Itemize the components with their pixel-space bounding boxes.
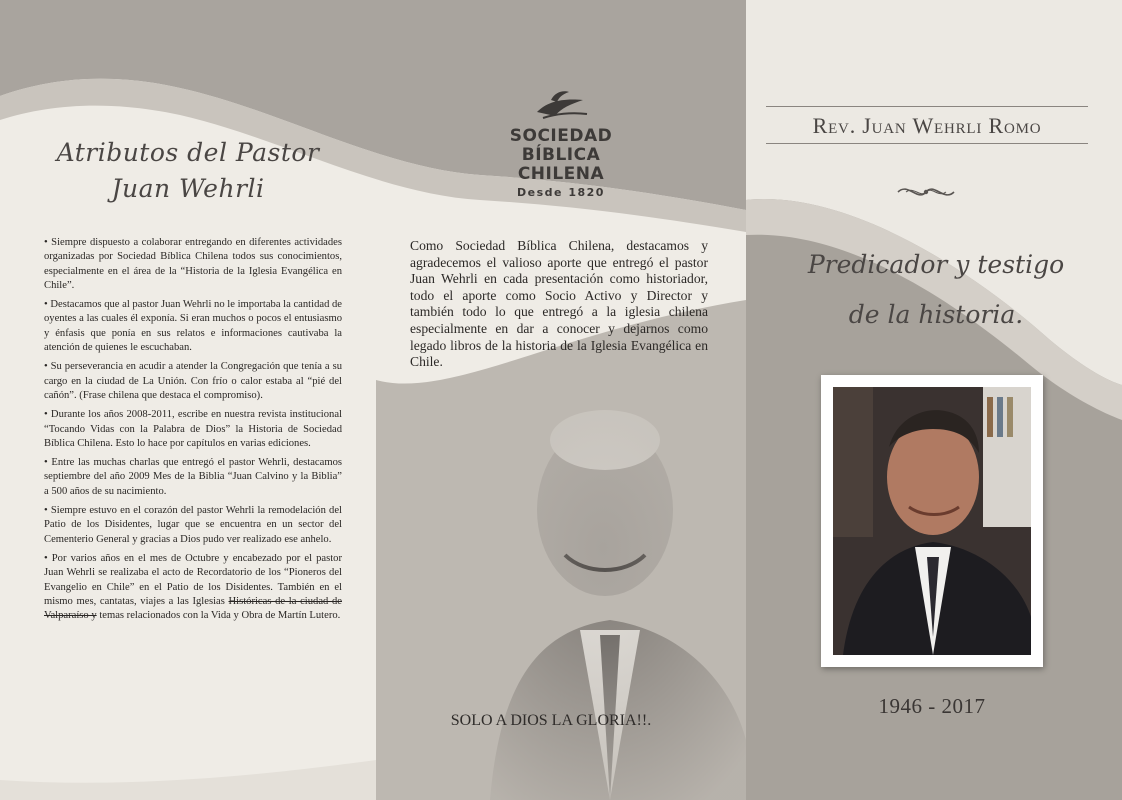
flourish-ornament-icon bbox=[896, 180, 956, 204]
bullet-4: • Durante los años 2008-2011, escribe en nuestra revista institucional “Tocando Vidas con la Palabra de Dios” la Historia de Sociedad Bíblica Chilena. Esto lo hace por capítulos en varias ediciones. bbox=[44, 409, 342, 449]
left-title-line1: Atributos del Pastor bbox=[56, 138, 320, 167]
logo-line-2: BÍBLICA bbox=[521, 145, 601, 165]
bullet-2: • Destacamos que al pastor Juan Wehrli no le importaba la cantidad de oyentes a las cuales él exponía. Si eran muchos o pocos el entusiasmo y énfasis que ponía en sus relatos e informaciones cautivaba la atención de quienes le escuchaban. bbox=[44, 299, 343, 354]
bullet-6: • Siempre estuvo en el corazón del pastor Wehrli la remodelación del Patio de los Disidentes, lugar que se encuentra en un sector del Cementerio General y gracias a Dios pudo ver realizado ese anhelo. bbox=[44, 505, 342, 545]
tagline bbox=[766, 240, 1106, 340]
life-years: 1946 - 2017 bbox=[878, 694, 986, 718]
bw-portrait-photo bbox=[460, 380, 746, 800]
tagline-line1: Predicador y testigo bbox=[807, 250, 1065, 279]
bullet-3: • Su perseverancia en acudir a atender la Congregación que tenía a su cargo en la ciudad de La Unión. Con frío o calor estaba al “pié del cañón”. (Frase chilena que destaca el compromiso). bbox=[44, 361, 342, 401]
bullet-7 bbox=[44, 552, 342, 623]
color-portrait-frame bbox=[821, 375, 1043, 667]
bullet-7-struck: Históricas de la ciudad de Valparaíso y bbox=[44, 595, 342, 622]
motto: SOLO A DIOS LA GLORIA!!. bbox=[450, 712, 652, 729]
sociedad-biblica-logo bbox=[496, 88, 626, 199]
tagline-line2: de la historia. bbox=[848, 300, 1024, 329]
bullet-7-after: temas relacionados con la Vida y Obra de Martín Lutero. bbox=[96, 610, 341, 622]
middle-panel bbox=[376, 0, 746, 800]
right-panel bbox=[746, 0, 1122, 800]
bullet-5: • Entre las muchas charlas que entregó el pastor Wehrli, destacamos septiembre del año 2009 Mes de la Biblia “Juan Calvino y la Biblia” a 500 años de su nacimiento. bbox=[44, 457, 342, 497]
logo-line-1: SOCIEDAD bbox=[509, 126, 613, 146]
bullet-1: • Siempre dispuesto a colaborar entregando en diferentes actividades organizadas por Sociedad Bíblica Chilena todos sus conocimientos, especialmente en el área de la “Historia de la Iglesia Evangélica en Chile”. bbox=[44, 237, 342, 291]
name-header bbox=[766, 106, 1088, 144]
tribute-paragraph: Como Sociedad Bíblica Chilena, destacamos y agradecemos el valioso aporte que entregó el pastor Juan Wehrli en cada presentación como historiador, todo el aporte como Socio Activo y Director y también todo lo que entregó a la iglesia chilena especialmente en dar a conocer y dejarnos como legado libros de la historia de la Iglesia Evangélica en Chile. bbox=[410, 238, 708, 370]
logo-since: Desde 1820 bbox=[517, 186, 605, 199]
pastor-name: Rev. Juan Wehrli Romo bbox=[812, 113, 1042, 138]
left-panel bbox=[0, 0, 376, 800]
attributes-list bbox=[44, 236, 342, 628]
color-portrait-photo bbox=[833, 387, 1031, 655]
bullet-7-before: • Por varios años en el mes de Octubre y encabezado por el pastor Juan Wehrli se realizaba el acto de Recordatorio de los “Pioneros del Evangelio en Chile” en el Patio de los Disidentes. También en el mismo mes, cantatas, viajes a las Iglesias bbox=[44, 552, 342, 607]
logo-line-3: CHILENA bbox=[517, 164, 605, 184]
left-title-line2: Juan Wehrli bbox=[111, 174, 265, 203]
bible-logo-icon bbox=[531, 88, 591, 122]
